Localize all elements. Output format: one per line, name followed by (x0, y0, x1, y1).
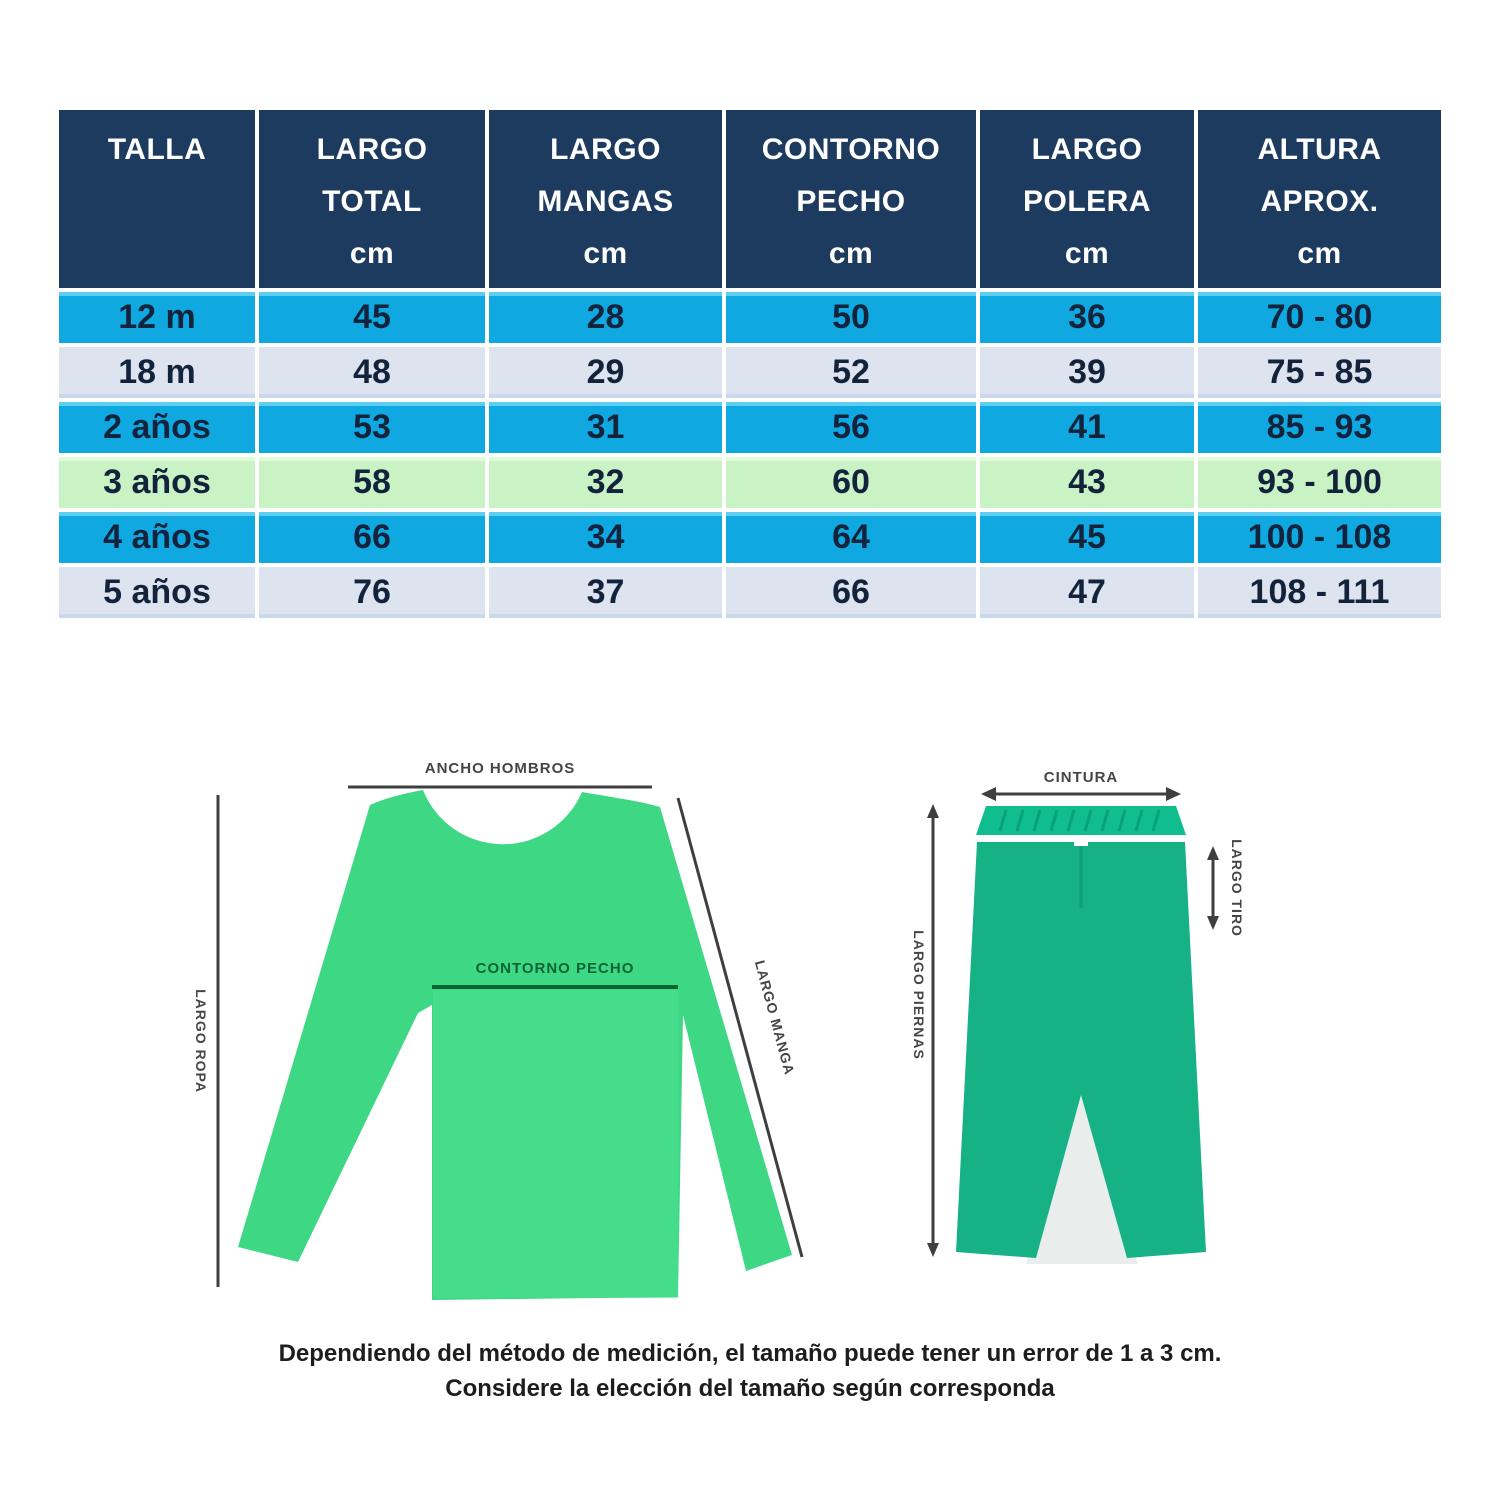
table-row-4anos (59, 512, 1441, 563)
header-title: LARGO TOTAL (316, 133, 428, 218)
value-cell: 29 (489, 347, 722, 398)
value-cell: 45 (980, 512, 1194, 563)
value-cell: 28 (489, 292, 722, 343)
table-row-3anos-highlighted (59, 457, 1441, 508)
header-unit: cm (1064, 237, 1110, 270)
value-cell: 47 (980, 567, 1194, 618)
value-cell: 41 (980, 402, 1194, 453)
size-label: 18 m (59, 347, 255, 398)
header-title: ALTURA APROX. (1257, 133, 1382, 218)
value-cell: 64 (726, 512, 976, 563)
size-label: 5 años (59, 567, 255, 618)
arrowhead-down (1207, 916, 1219, 930)
footnote-line1: Dependiendo del método de medición, el tamaño puede tener un error de 1 a 3 cm. (278, 1340, 1222, 1367)
value-cell: 32 (489, 457, 722, 508)
ancho-hombros-label: ANCHO HOMBROS (424, 760, 576, 777)
value-cell: 39 (980, 347, 1194, 398)
value-cell: 60 (726, 457, 976, 508)
header-cell-altura-aprox (1198, 110, 1441, 288)
header-title: TALLA (107, 133, 207, 166)
largo-manga-label: LARGO MANGA (751, 958, 798, 1077)
value-cell: 108 - 111 (1198, 567, 1441, 618)
header-unit: cm (583, 237, 628, 270)
arrowhead-up (1207, 846, 1219, 860)
header-unit: cm (1297, 237, 1342, 270)
size-label: 12 m (59, 292, 255, 343)
value-cell: 76 (259, 567, 485, 618)
value-cell: 36 (980, 292, 1194, 343)
size-label: 4 años (59, 512, 255, 563)
header-cell-largo-total (259, 110, 485, 288)
header-title: CONTORNO PECHO (761, 133, 941, 218)
shirt-measurement-diagram (170, 735, 830, 1310)
table-header-row (59, 110, 1441, 288)
contorno-pecho-label: CONTORNO PECHO (475, 960, 635, 977)
header-cell-contorno-pecho (726, 110, 976, 288)
value-cell: 50 (726, 292, 976, 343)
value-cell: 56 (726, 402, 976, 453)
value-cell: 53 (259, 402, 485, 453)
header-title: LARGO MANGAS (537, 133, 674, 218)
table-row-2anos (59, 402, 1441, 453)
value-cell: 66 (259, 512, 485, 563)
value-cell: 75 - 85 (1198, 347, 1441, 398)
cintura-label: CINTURA (1043, 769, 1119, 786)
header-unit: cm (349, 237, 395, 270)
largo-tiro-label: LARGO TIRO (1229, 839, 1245, 937)
measurement-disclaimer (0, 1336, 1500, 1406)
value-cell: 48 (259, 347, 485, 398)
size-label: 2 años (59, 402, 255, 453)
header-cell-talla (59, 110, 255, 288)
pants-measurement-diagram (880, 740, 1300, 1310)
largo-piernas-label: LARGO PIERNAS (911, 930, 927, 1060)
largo-ropa-label: LARGO ROPA (193, 989, 209, 1093)
header-title: LARGO POLERA (1022, 133, 1151, 218)
footnote-line2: Considere la elección del tamaño según corresponda (445, 1375, 1055, 1402)
value-cell: 70 - 80 (1198, 292, 1441, 343)
value-cell: 85 - 93 (1198, 402, 1441, 453)
value-cell: 93 - 100 (1198, 457, 1441, 508)
arrowhead-down (927, 1243, 939, 1257)
table-row-18m (59, 347, 1441, 398)
pants-fly-notch (1074, 840, 1088, 846)
header-cell-largo-mangas (489, 110, 722, 288)
value-cell: 45 (259, 292, 485, 343)
value-cell: 37 (489, 567, 722, 618)
shirt-torso (433, 990, 678, 1298)
table-row-5anos (59, 567, 1441, 618)
value-cell: 66 (726, 567, 976, 618)
value-cell: 52 (726, 347, 976, 398)
value-cell: 100 - 108 (1198, 512, 1441, 563)
value-cell: 31 (489, 402, 722, 453)
arrowhead-right (1166, 787, 1181, 801)
arrowhead-up (927, 804, 939, 818)
size-label: 3 años (59, 457, 255, 508)
header-unit: cm (828, 237, 874, 270)
value-cell: 58 (259, 457, 485, 508)
value-cell: 43 (980, 457, 1194, 508)
value-cell: 34 (489, 512, 722, 563)
size-chart-table (55, 106, 1445, 622)
table-row-12m (59, 292, 1441, 343)
arrowhead-left (981, 787, 996, 801)
header-cell-largo-polera (980, 110, 1194, 288)
